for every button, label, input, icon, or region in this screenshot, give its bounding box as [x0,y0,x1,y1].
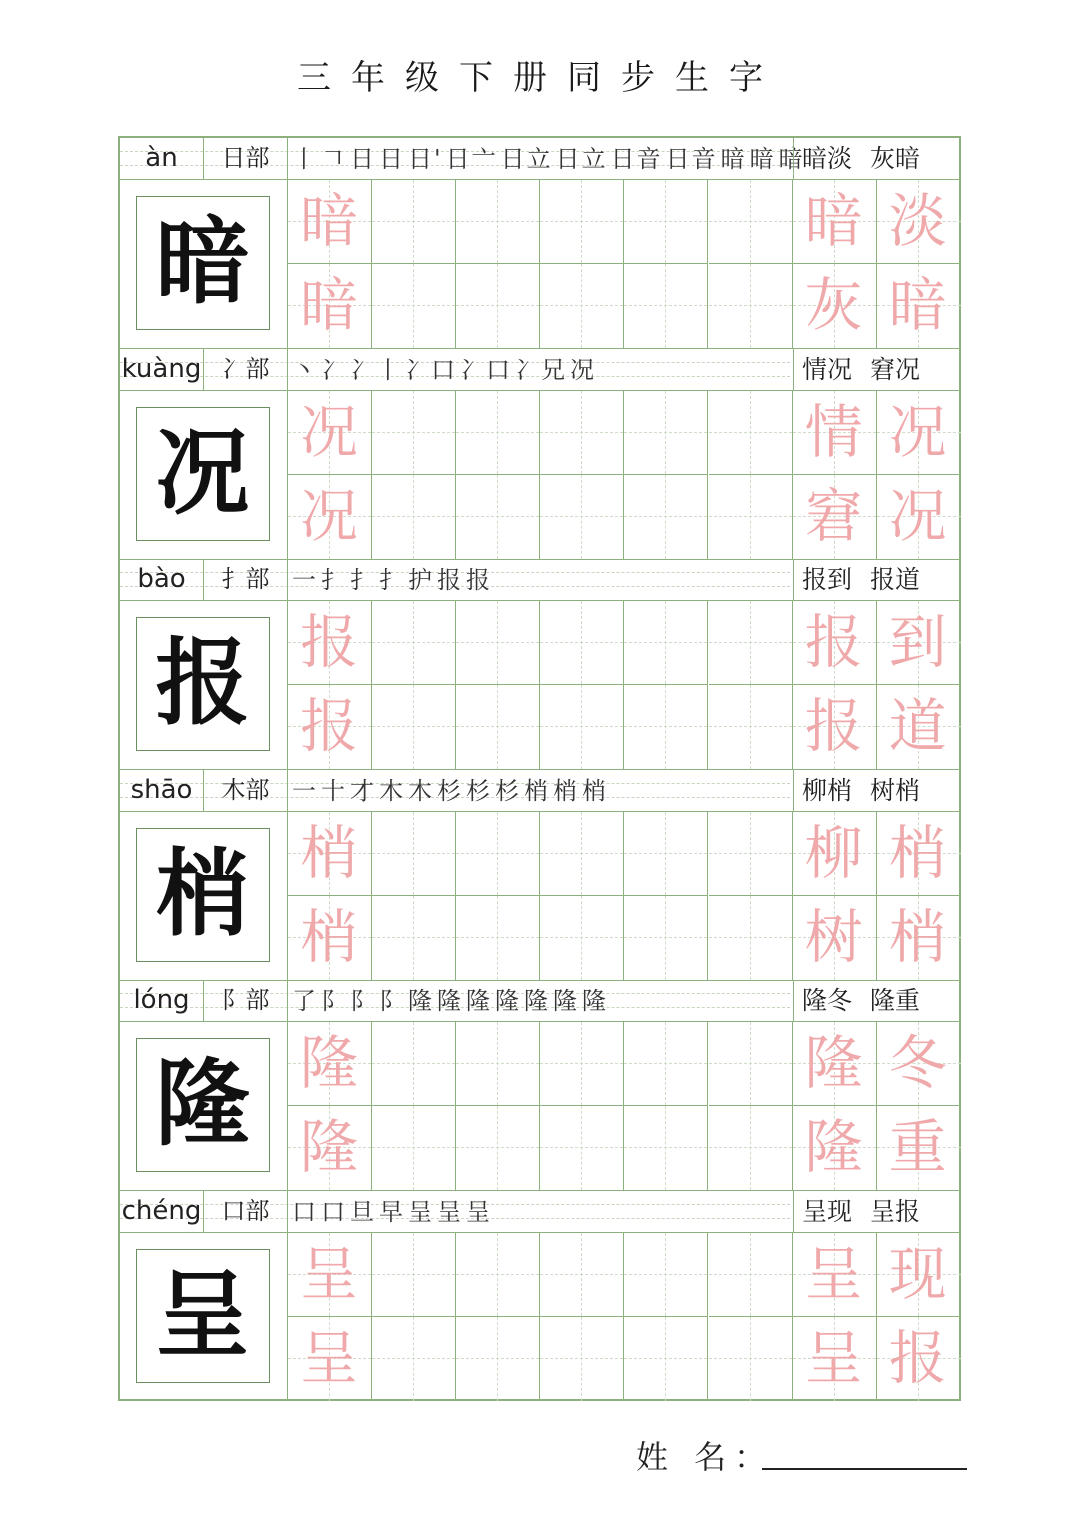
practice-cell[interactable] [372,180,456,264]
stroke-step: 隆 [524,987,550,1015]
practice-cell[interactable] [288,180,372,264]
stroke-step: 日立 [500,145,553,173]
practice-cell[interactable] [709,1317,793,1401]
model-char: 梢 [155,838,250,949]
practice-cell[interactable] [456,1106,540,1190]
model-char-box [136,617,270,751]
stroke-step: 丶 [292,355,318,384]
vocab-words [793,770,959,812]
stroke-step: 杉 [495,776,521,805]
practice-cell[interactable] [540,896,624,980]
practice-cell[interactable] [709,180,793,264]
practice-cell[interactable] [540,1106,624,1190]
trace-word-char: 柳 [804,818,863,887]
trace-word-char: 情 [804,397,863,466]
vocab-word: 暗淡 [802,144,853,173]
trace-word-char: 况 [888,397,947,466]
practice-cell[interactable] [709,601,793,685]
stroke-step: 隆 [408,987,434,1015]
vocab-words [793,980,959,1022]
word-practice-cell[interactable] [793,1233,877,1317]
vocab-word: 呈报 [870,1196,921,1226]
stroke-order [292,559,792,601]
practice-cell[interactable] [540,264,624,348]
practice-cell[interactable] [624,685,708,769]
stroke-step: 了 [292,987,318,1015]
trace-word-char: 报 [888,1323,947,1392]
stroke-step: 杉 [437,776,463,805]
radical: 日部 [204,138,288,180]
stroke-step: 杉 [466,776,492,805]
model-column [120,1233,288,1401]
radical: 冫部 [204,349,288,391]
practice-cell[interactable] [456,391,540,475]
model-char-box [136,1038,270,1172]
practice-cell[interactable] [456,812,540,896]
radical: 木部 [204,770,288,812]
character-block [120,349,959,560]
stroke-step: 木 [379,776,405,805]
word-practice-cell[interactable] [793,180,877,264]
word-practice-cell[interactable] [877,896,961,980]
word-practice-cell[interactable] [793,601,877,685]
trace-char: 呈 [299,1323,358,1392]
radical: 扌部 [204,559,288,601]
stroke-step: 日音 [665,145,718,173]
practice-cell[interactable] [709,1233,793,1317]
word-practice-cell[interactable] [793,1106,877,1190]
practice-cell[interactable] [372,264,456,348]
practice-cell[interactable] [288,264,372,348]
stroke-order [292,138,805,180]
vocab-words [793,1191,959,1233]
character-block [120,559,959,770]
practice-cell[interactable] [540,1317,624,1401]
stroke-step: 梢 [553,776,579,805]
model-column [120,601,288,769]
model-char-box [136,407,270,541]
stroke-step: 护 [408,566,434,594]
practice-cell[interactable] [456,1317,540,1401]
word-practice-cell[interactable] [877,1233,961,1317]
stroke-step: 梢 [582,776,608,805]
radical: 口部 [204,1191,288,1233]
vocab-word: 情况 [802,354,853,384]
word-practice-cell[interactable] [793,475,877,559]
practice-cell[interactable] [372,601,456,685]
practice-cell[interactable] [709,1022,793,1106]
vocab-word: 呈现 [802,1196,853,1226]
stroke-order [292,980,792,1022]
stroke-step: 阝 [350,987,376,1015]
character-header [120,559,959,601]
practice-cell[interactable] [288,1233,372,1317]
trace-char: 隆 [299,1113,358,1181]
stroke-step: 冫丨 [350,355,402,384]
practice-cell[interactable] [624,812,708,896]
trace-word-char: 梢 [888,818,947,887]
trace-word-char: 况 [888,481,947,550]
stroke-step: 冫口 [460,355,512,384]
practice-cell[interactable] [372,1022,456,1106]
practice-cell[interactable] [456,180,540,264]
character-block [120,1191,959,1401]
word-practice-cell[interactable] [877,812,961,896]
practice-cell[interactable] [372,685,456,769]
model-column [120,180,288,348]
trace-word-char: 灰 [804,271,863,339]
stroke-order [292,349,792,391]
practice-cell[interactable] [456,685,540,769]
practice-cell[interactable] [288,1106,372,1190]
trace-word-char: 报 [804,692,863,760]
practice-cell[interactable] [456,264,540,348]
practice-cell[interactable] [709,685,793,769]
word-practice-cell[interactable] [793,264,877,348]
stroke-step: 暗 [778,145,805,173]
trace-word-char: 呈 [804,1323,863,1392]
practice-cell[interactable] [540,180,624,264]
model-column [120,1022,288,1190]
practice-cell[interactable] [709,896,793,980]
stroke-step: 日音 [610,145,663,173]
model-column [120,812,288,980]
stroke-step: 隆 [495,987,521,1015]
character-header [120,138,959,180]
stroke-step: 日立 [555,145,608,173]
stroke-step: 口 [292,1197,318,1226]
vocab-word: 隆重 [870,986,921,1015]
trace-word-char: 现 [888,1239,947,1308]
stroke-step: 梢 [524,776,550,805]
word-practice-cell[interactable] [877,1106,961,1190]
stroke-order [292,1191,792,1233]
stroke-step: 日' [408,145,443,173]
stroke-step: 木 [408,776,434,805]
vocab-word: 报道 [870,565,921,594]
practice-cell[interactable] [288,685,372,769]
pinyin: lóng [120,980,204,1022]
model-column [120,391,288,559]
practice-cell[interactable] [288,601,372,685]
trace-word-char: 暗 [804,187,863,255]
stroke-step: 日 [350,145,376,173]
stroke-step: 日亠 [445,145,498,173]
practice-cell[interactable] [372,391,456,475]
practice-cell[interactable] [288,1022,372,1106]
practice-cell[interactable] [372,1106,456,1190]
practice-cell[interactable] [624,1233,708,1317]
vocab-word: 隆冬 [802,986,853,1015]
practice-cell[interactable] [709,1106,793,1190]
trace-word-char: 隆 [804,1029,863,1097]
pinyin: shāo [120,770,204,812]
model-char-box [136,196,270,330]
word-practice-cell[interactable] [877,264,961,348]
model-char-box [136,1249,270,1383]
name-label: 姓 名： [636,1438,775,1476]
stroke-step: 才 [350,776,376,805]
stroke-step: 呈 [437,1197,463,1226]
trace-word-char: 暗 [888,271,947,339]
page-title: 三年级下册同步生字 [297,58,783,98]
practice-cell[interactable] [456,896,540,980]
stroke-step: 冫兄 [515,355,567,384]
stroke-step: 口 [321,1197,347,1226]
stroke-step: 扌 [321,566,347,594]
practice-cell[interactable] [540,601,624,685]
stroke-step: 况 [570,355,596,384]
trace-word-char: 淡 [888,187,947,255]
word-practice-cell[interactable] [793,1022,877,1106]
practice-cell[interactable] [540,1233,624,1317]
stroke-step: 扌 [379,566,405,594]
trace-char: 暗 [299,187,358,255]
word-practice-cell[interactable] [877,391,961,475]
stroke-step: 隆 [553,987,579,1015]
stroke-step: 呈 [466,1197,492,1226]
trace-word-char: 冬 [888,1029,947,1097]
practice-cell[interactable] [624,180,708,264]
word-practice-cell[interactable] [877,1317,961,1401]
stroke-step: 隆 [437,987,463,1015]
radical: 阝部 [204,980,288,1022]
word-practice-cell[interactable] [877,180,961,264]
practice-cell[interactable] [456,601,540,685]
practice-cell[interactable] [540,812,624,896]
practice-cell[interactable] [288,391,372,475]
practice-cell[interactable] [709,391,793,475]
trace-char: 呈 [299,1239,358,1308]
trace-char: 梢 [299,818,358,887]
vocab-word: 窘况 [870,354,921,384]
practice-cell[interactable] [624,391,708,475]
trace-word-char: 梢 [888,902,947,971]
trace-word-char: 报 [804,608,863,676]
model-char: 暗 [155,207,250,317]
practice-cell[interactable] [456,475,540,559]
pinyin: chéng [120,1191,204,1233]
stroke-step: 阝 [321,987,347,1015]
practice-cell[interactable] [372,475,456,559]
stroke-step: 报 [466,566,492,594]
practice-cell[interactable] [540,391,624,475]
trace-char: 暗 [299,271,358,339]
trace-char: 报 [299,692,358,760]
trace-char: 梢 [299,902,358,971]
stroke-step: 丨 [292,145,318,173]
model-char: 报 [155,628,250,738]
trace-char: 况 [299,481,358,550]
stroke-step: 隆 [582,987,608,1015]
practice-cell[interactable] [288,812,372,896]
stroke-step: 𠃍 [321,145,347,173]
stroke-step: 冫口 [405,355,457,384]
trace-char: 况 [299,397,358,466]
practice-cell[interactable] [709,475,793,559]
vocab-word: 树梢 [870,775,921,805]
character-header [120,980,959,1022]
practice-cell[interactable] [709,812,793,896]
word-practice-cell[interactable] [793,391,877,475]
model-char: 呈 [155,1259,250,1370]
practice-cell[interactable] [372,812,456,896]
pinyin: àn [120,138,204,180]
practice-cell[interactable] [288,1317,372,1401]
practice-cell[interactable] [540,475,624,559]
character-block [120,138,959,349]
stroke-step: 一 [292,566,318,594]
practice-cell[interactable] [372,896,456,980]
stroke-step: 扌 [350,566,376,594]
practice-cell[interactable] [624,601,708,685]
practice-cell[interactable] [456,1233,540,1317]
vocab-word: 报到 [802,565,853,594]
stroke-step: 十 [321,776,347,805]
practice-cell[interactable] [456,1022,540,1106]
practice-cell[interactable] [709,264,793,348]
worksheet-grid [118,136,961,1401]
vocab-word: 灰暗 [870,144,921,173]
practice-cell[interactable] [288,475,372,559]
character-block [120,770,959,981]
character-block [120,980,959,1191]
practice-cell[interactable] [624,1317,708,1401]
word-practice-cell[interactable] [793,896,877,980]
word-practice-cell[interactable] [877,601,961,685]
vocab-words [793,559,959,601]
word-practice-cell[interactable] [877,685,961,769]
trace-char: 隆 [299,1029,358,1097]
pinyin: kuàng [120,349,204,391]
practice-cell[interactable] [372,1233,456,1317]
trace-word-char: 呈 [804,1239,863,1308]
stroke-step: 一 [292,776,318,805]
practice-cell[interactable] [624,1022,708,1106]
practice-cell[interactable] [624,264,708,348]
trace-word-char: 重 [888,1113,947,1181]
trace-word-char: 隆 [804,1113,863,1181]
practice-cell[interactable] [540,685,624,769]
stroke-step: 隆 [466,987,492,1015]
vocab-word: 柳梢 [802,775,853,805]
word-practice-cell[interactable] [877,1022,961,1106]
model-char: 隆 [155,1049,250,1159]
word-practice-cell[interactable] [793,812,877,896]
practice-cell[interactable] [624,896,708,980]
stroke-step: 冫 [321,355,347,384]
vocab-words [793,349,959,391]
word-practice-cell[interactable] [793,1317,877,1401]
trace-char: 报 [299,608,358,676]
trace-word-char: 树 [804,902,863,971]
word-practice-cell[interactable] [793,685,877,769]
stroke-step: 早 [379,1197,405,1226]
practice-cell[interactable] [540,1022,624,1106]
name-input-line[interactable] [762,1468,967,1470]
character-header [120,770,959,812]
word-practice-cell[interactable] [877,475,961,559]
model-char: 况 [155,417,250,528]
stroke-step: 阝 [379,987,405,1015]
stroke-step: 暗 [720,145,747,173]
trace-word-char: 窘 [804,481,863,550]
stroke-step: 报 [437,566,463,594]
practice-cell[interactable] [372,1317,456,1401]
stroke-step: 暗 [749,145,776,173]
trace-word-char: 道 [888,692,947,760]
practice-cell[interactable] [288,896,372,980]
model-char-box [136,828,270,962]
trace-word-char: 到 [888,608,947,676]
vocab-words [793,138,959,180]
practice-cell[interactable] [624,475,708,559]
stroke-step: 呈 [408,1197,434,1226]
stroke-step: 旦 [350,1197,376,1226]
practice-cell[interactable] [624,1106,708,1190]
character-header [120,349,959,391]
character-header [120,1191,959,1233]
pinyin: bào [120,559,204,601]
stroke-order [292,770,792,812]
stroke-step: 日 [379,145,405,173]
